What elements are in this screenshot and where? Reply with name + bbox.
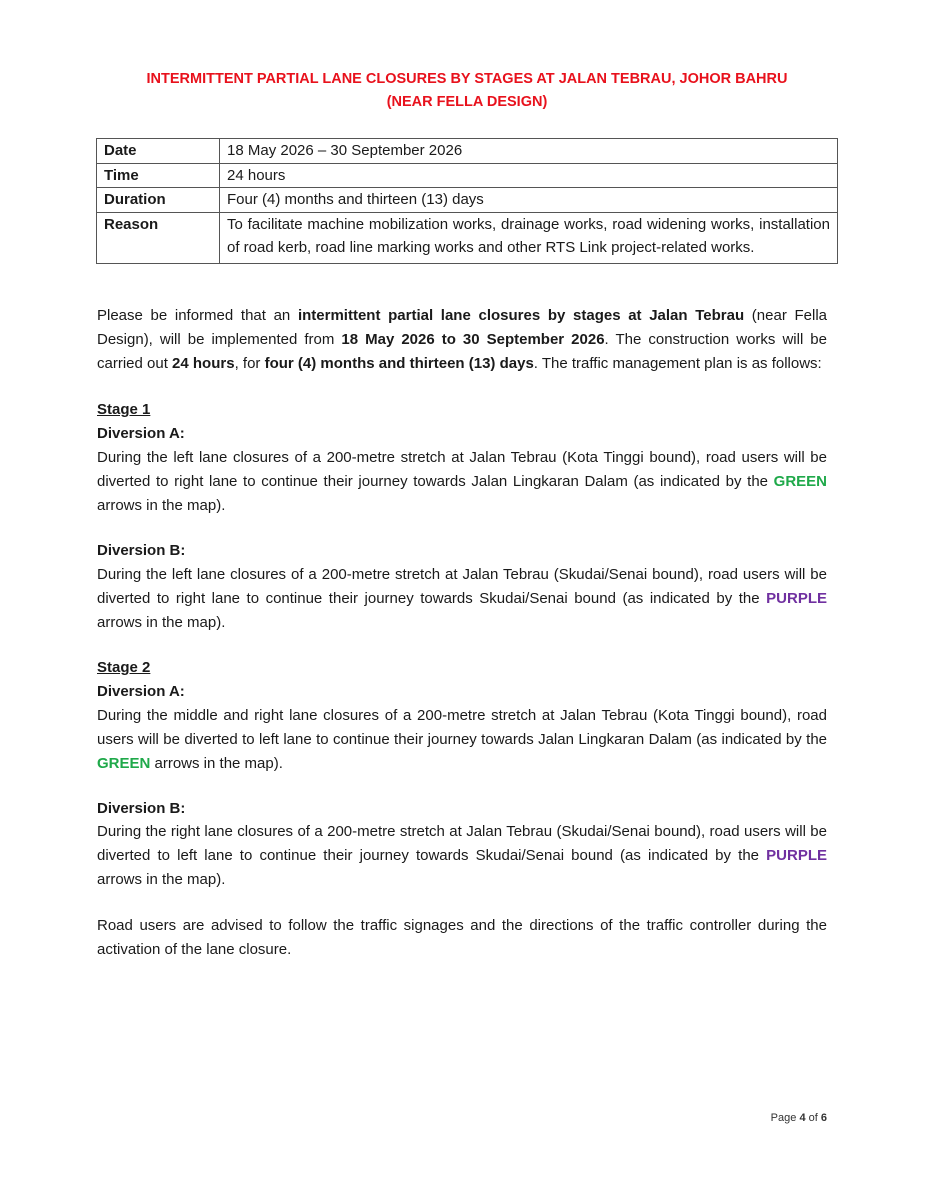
time-label: Time <box>97 163 220 188</box>
date-value: 18 May 2026 – 30 September 2026 <box>220 139 838 164</box>
intro-bold-1: intermittent partial lane closures by stages at Jalan Tebrau <box>297 307 745 324</box>
intro-paragraph <box>97 304 827 377</box>
stage-2-heading: Stage 2 <box>97 659 151 676</box>
document-title <box>97 68 837 114</box>
table-row-reason <box>97 212 838 263</box>
duration-label: Duration <box>97 188 220 213</box>
intro-text-2: (near Fella Design), will be implemented from <box>97 307 828 349</box>
stage-1-diversion-b-heading: Diversion B: <box>97 542 186 559</box>
closing-paragraph: Road users are advised to follow the traffic signages and the directions of the traffic controller during the activation of the lane closure. <box>97 917 827 959</box>
date-label: Date <box>97 139 220 164</box>
stage-1-diversion-a-text: During the left lane closures of a 200-metre stretch at Jalan Tebrau (Kota Tinggi bound), road users will be diverted to right lane to continue their journey towards Jalan Lingkaran Dalam (as indicated by the GREEN arrows in the map). <box>97 449 827 515</box>
intro-text-1: Please be informed that an <box>97 307 298 324</box>
purple-keyword: PURPLE <box>766 590 827 608</box>
green-keyword: GREEN <box>97 755 151 773</box>
intro-text-3: . The construction works will be carried out <box>97 331 827 373</box>
time-value: 24 hours <box>220 163 838 188</box>
green-keyword: GREEN <box>773 473 827 491</box>
intro-text-5: . The traffic management plan is as follows: <box>533 355 822 373</box>
intro-text-4: , for <box>234 355 265 373</box>
intro-bold-2: 18 May 2026 to 30 September 2026 <box>341 331 605 349</box>
reason-label: Reason <box>97 212 220 263</box>
table-row-date <box>97 139 838 164</box>
info-table <box>96 138 838 264</box>
stage-1-heading: Stage 1 <box>97 401 151 418</box>
stage-2-diversion-a-text: During the middle and right lane closures of a 200-metre stretch at Jalan Tebrau (Kota Tinggi bound), road users will be diverted to left lane to continue their journey towards Jalan Lingkaran Dalam (as indicated by the GREEN arrows in the map). <box>97 707 827 773</box>
intro-bold-4: four (4) months and thirteen (13) days <box>264 355 534 373</box>
stage-2-diversion-a-heading: Diversion A: <box>97 683 185 700</box>
duration-value: Four (4) months and thirteen (13) days <box>220 188 838 213</box>
purple-keyword: PURPLE <box>766 847 827 865</box>
stage-1-diversion-a-heading: Diversion A: <box>97 425 185 442</box>
intro-bold-3: 24 hours <box>172 355 235 373</box>
stage-2-diversion-b-heading: Diversion B: <box>97 800 186 817</box>
page-number: Page 4 of 6 <box>770 1112 827 1124</box>
title-line-2: (NEAR FELLA DESIGN) <box>386 94 548 110</box>
stage-2-diversion-b-text: During the right lane closures of a 200-metre stretch at Jalan Tebrau (Skudai/Senai bound), road users will be diverted to left lane to continue their journey towards Skudai/Senai bound (as indicated by the PURPLE arrows in the map). <box>97 823 827 889</box>
stage-1-diversion-b-text: During the left lane closures of a 200-metre stretch at Jalan Tebrau (Skudai/Senai bound), road users will be diverted to right lane to continue their journey towards Skudai/Senai bound (as indicated by the PURPLE arrows in the map). <box>97 566 827 632</box>
table-row-time <box>97 163 838 188</box>
table-row-duration <box>97 188 838 213</box>
reason-value: To facilitate machine mobilization works, drainage works, road widening works, installation of road kerb, road line marking works and other RTS Link project-related works. <box>220 212 838 263</box>
title-line-1: INTERMITTENT PARTIAL LANE CLOSURES BY STAGES AT JALAN TEBRAU, JOHOR BAHRU <box>146 71 788 87</box>
